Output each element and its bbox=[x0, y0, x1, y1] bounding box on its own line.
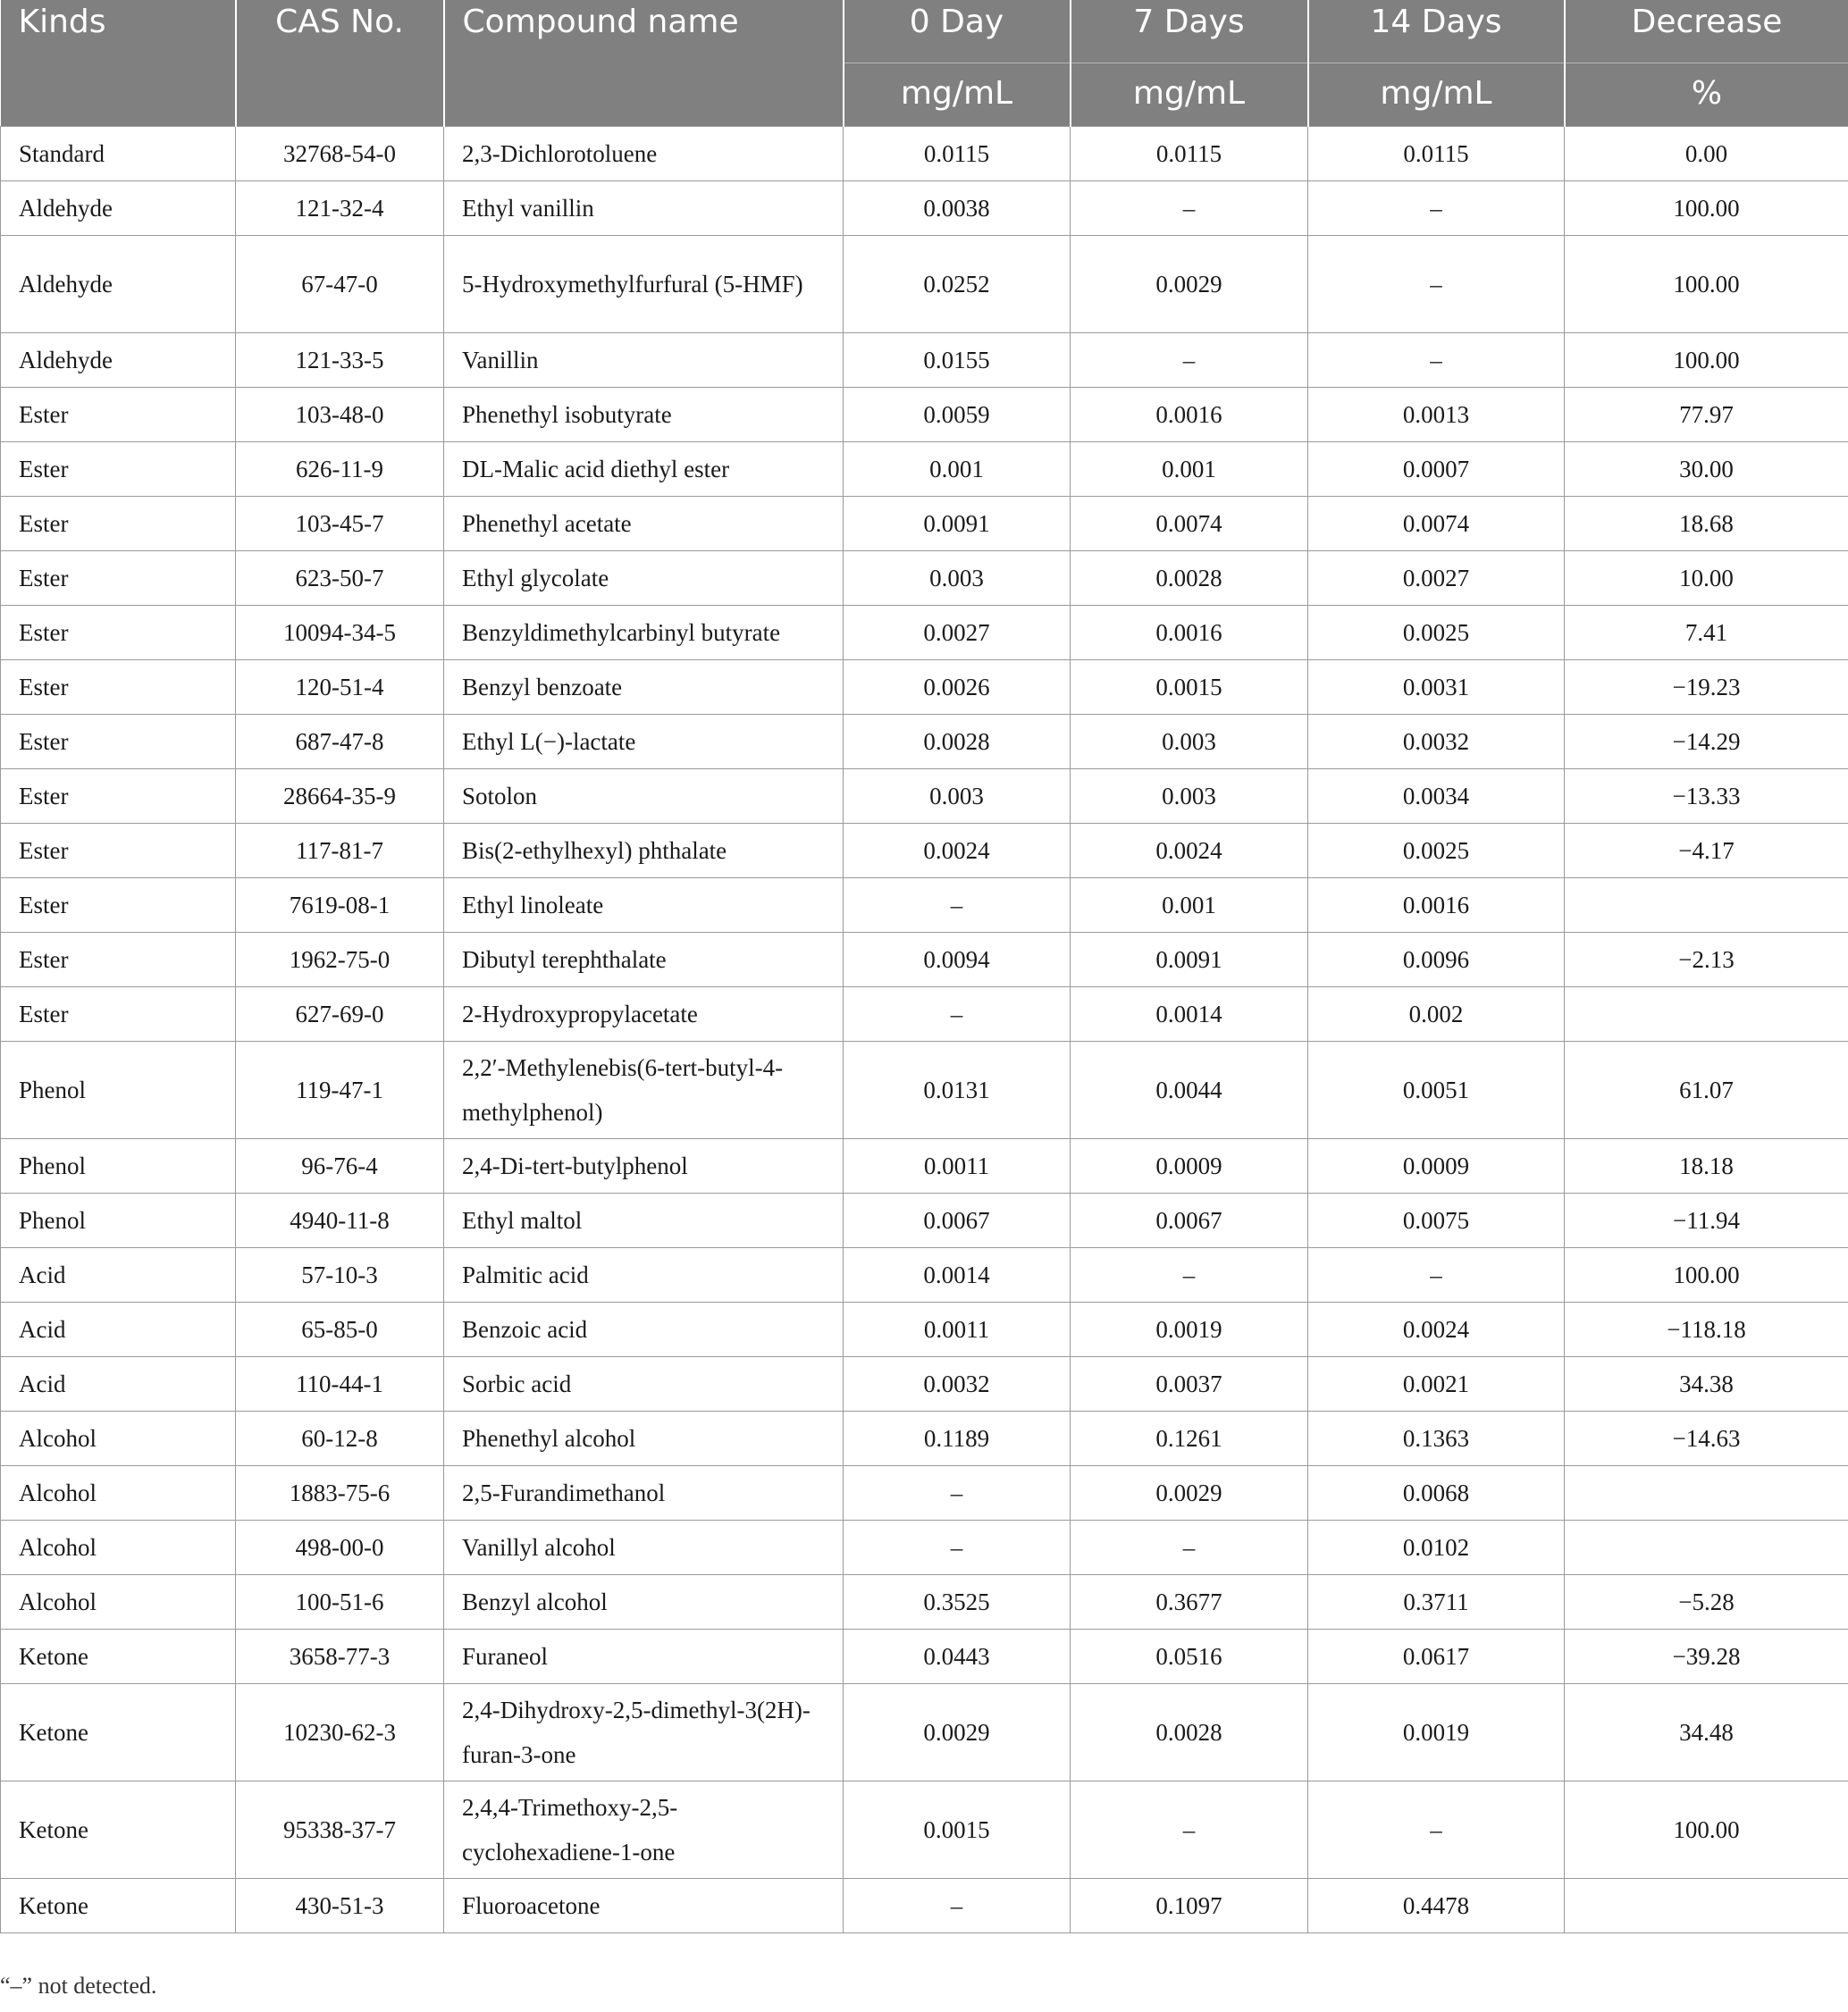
header-compound: Compound name bbox=[444, 0, 844, 127]
cell-cas: 10094-34-5 bbox=[236, 606, 444, 660]
cell-day14: 0.0075 bbox=[1308, 1194, 1565, 1248]
table-row bbox=[1, 769, 1848, 824]
cell-day14: 0.4478 bbox=[1308, 1879, 1565, 1933]
cell-cas: 119-47-1 bbox=[236, 1042, 444, 1139]
cell-day0: 0.0011 bbox=[844, 1303, 1071, 1357]
cell-kind: Aldehyde bbox=[1, 236, 236, 333]
cell-kind: Ester bbox=[1, 660, 236, 715]
cell-day0: – bbox=[844, 1521, 1071, 1575]
table-row bbox=[1, 987, 1848, 1042]
cell-day0: 0.0014 bbox=[844, 1248, 1071, 1303]
cell-day14: 0.0025 bbox=[1308, 606, 1565, 660]
cell-day0: 0.0026 bbox=[844, 660, 1071, 715]
table-row bbox=[1, 1684, 1848, 1781]
cell-decrease: 100.00 bbox=[1565, 236, 1848, 333]
header-day14: 14 Days bbox=[1308, 0, 1565, 63]
cell-day14: 0.0096 bbox=[1308, 933, 1565, 987]
cell-kind: Phenol bbox=[1, 1139, 236, 1194]
cell-day0: 0.0028 bbox=[844, 715, 1071, 769]
cell-cas: 623-50-7 bbox=[236, 551, 444, 606]
cell-kind: Phenol bbox=[1, 1042, 236, 1139]
cell-day7: 0.0009 bbox=[1071, 1139, 1308, 1194]
header-cas: CAS No. bbox=[236, 0, 444, 127]
table-row bbox=[1, 333, 1848, 388]
cell-cas: 60-12-8 bbox=[236, 1412, 444, 1466]
table-row bbox=[1, 1781, 1848, 1879]
cell-compound: Dibutyl terephthalate bbox=[444, 933, 844, 987]
cell-day14: 0.3711 bbox=[1308, 1575, 1565, 1630]
cell-kind: Alcohol bbox=[1, 1412, 236, 1466]
table-row bbox=[1, 1630, 1848, 1684]
cell-day14: – bbox=[1308, 236, 1565, 333]
cell-day14: 0.0068 bbox=[1308, 1466, 1565, 1521]
cell-kind: Ester bbox=[1, 551, 236, 606]
cell-day14: 0.0027 bbox=[1308, 551, 1565, 606]
cell-day7: 0.0028 bbox=[1071, 1684, 1308, 1781]
cell-cas: 65-85-0 bbox=[236, 1303, 444, 1357]
cell-compound: Fluoroacetone bbox=[444, 1879, 844, 1933]
cell-cas: 103-48-0 bbox=[236, 388, 444, 442]
cell-compound: Ethyl vanillin bbox=[444, 181, 844, 236]
cell-decrease: −19.23 bbox=[1565, 660, 1848, 715]
cell-day14: 0.0115 bbox=[1308, 127, 1565, 181]
cell-compound: 2,2′-Methylenebis(6-tert-butyl-4-methylphenol) bbox=[444, 1042, 844, 1139]
cell-cas: 57-10-3 bbox=[236, 1248, 444, 1303]
cell-cas: 32768-54-0 bbox=[236, 127, 444, 181]
cell-day0: 0.003 bbox=[844, 769, 1071, 824]
cell-cas: 1962-75-0 bbox=[236, 933, 444, 987]
cell-day14: 0.0013 bbox=[1308, 388, 1565, 442]
cell-cas: 121-32-4 bbox=[236, 181, 444, 236]
cell-compound: 2,4,4-Trimethoxy-2,5-cyclohexadiene-1-one bbox=[444, 1781, 844, 1879]
table-row bbox=[1, 1194, 1848, 1248]
table-row bbox=[1, 1879, 1848, 1933]
cell-compound: Ethyl glycolate bbox=[444, 551, 844, 606]
cell-decrease: 100.00 bbox=[1565, 1248, 1848, 1303]
cell-decrease: 0.00 bbox=[1565, 127, 1848, 181]
cell-day0: – bbox=[844, 1466, 1071, 1521]
cell-decrease: −2.13 bbox=[1565, 933, 1848, 987]
header-day0-unit: mg/mL bbox=[844, 63, 1071, 127]
table-row bbox=[1, 1466, 1848, 1521]
table-row bbox=[1, 181, 1848, 236]
cell-kind: Acid bbox=[1, 1248, 236, 1303]
cell-kind: Ester bbox=[1, 878, 236, 933]
cell-day7: 0.0091 bbox=[1071, 933, 1308, 987]
cell-decrease: 34.38 bbox=[1565, 1357, 1848, 1412]
cell-day14: – bbox=[1308, 181, 1565, 236]
cell-day7: 0.0074 bbox=[1071, 497, 1308, 551]
cell-cas: 627-69-0 bbox=[236, 987, 444, 1042]
cell-kind: Aldehyde bbox=[1, 333, 236, 388]
footnote: “–” not detected. bbox=[0, 1973, 157, 1999]
header-decrease: Decrease bbox=[1565, 0, 1848, 63]
table-row bbox=[1, 1575, 1848, 1630]
cell-decrease bbox=[1565, 1466, 1848, 1521]
table-row bbox=[1, 497, 1848, 551]
cell-cas: 100-51-6 bbox=[236, 1575, 444, 1630]
header-day0: 0 Day bbox=[844, 0, 1071, 63]
table-row bbox=[1, 715, 1848, 769]
cell-decrease: 18.18 bbox=[1565, 1139, 1848, 1194]
cell-compound: Phenethyl alcohol bbox=[444, 1412, 844, 1466]
cell-day14: 0.0031 bbox=[1308, 660, 1565, 715]
cell-kind: Ketone bbox=[1, 1630, 236, 1684]
cell-kind: Ester bbox=[1, 497, 236, 551]
cell-day7: – bbox=[1071, 181, 1308, 236]
header-kinds: Kinds bbox=[1, 0, 236, 127]
cell-compound: Phenethyl isobutyrate bbox=[444, 388, 844, 442]
cell-day7: 0.1097 bbox=[1071, 1879, 1308, 1933]
table-row bbox=[1, 236, 1848, 333]
cell-day7: 0.001 bbox=[1071, 442, 1308, 497]
cell-day7: 0.003 bbox=[1071, 715, 1308, 769]
table-row bbox=[1, 660, 1848, 715]
table-row bbox=[1, 388, 1848, 442]
cell-day14: 0.002 bbox=[1308, 987, 1565, 1042]
cell-day7: – bbox=[1071, 1248, 1308, 1303]
cell-day0: 0.001 bbox=[844, 442, 1071, 497]
cell-decrease: 61.07 bbox=[1565, 1042, 1848, 1139]
cell-kind: Ester bbox=[1, 824, 236, 878]
cell-day14: – bbox=[1308, 333, 1565, 388]
cell-day14: 0.0016 bbox=[1308, 878, 1565, 933]
cell-day7: – bbox=[1071, 333, 1308, 388]
cell-day14: 0.1363 bbox=[1308, 1412, 1565, 1466]
cell-day0: 0.003 bbox=[844, 551, 1071, 606]
cell-kind: Ketone bbox=[1, 1781, 236, 1879]
table-row bbox=[1, 127, 1848, 181]
cell-cas: 1883-75-6 bbox=[236, 1466, 444, 1521]
table-row bbox=[1, 933, 1848, 987]
header-day7-unit: mg/mL bbox=[1071, 63, 1308, 127]
cell-compound: Benzyl benzoate bbox=[444, 660, 844, 715]
cell-compound: Furaneol bbox=[444, 1630, 844, 1684]
cell-kind: Aldehyde bbox=[1, 181, 236, 236]
cell-cas: 3658-77-3 bbox=[236, 1630, 444, 1684]
header-day7: 7 Days bbox=[1071, 0, 1308, 63]
cell-cas: 67-47-0 bbox=[236, 236, 444, 333]
cell-decrease: 7.41 bbox=[1565, 606, 1848, 660]
cell-day7: 0.0029 bbox=[1071, 1466, 1308, 1521]
cell-day7: 0.1261 bbox=[1071, 1412, 1308, 1466]
cell-day0: 0.0011 bbox=[844, 1139, 1071, 1194]
cell-kind: Acid bbox=[1, 1303, 236, 1357]
cell-day0: 0.0131 bbox=[844, 1042, 1071, 1139]
cell-day7: 0.0024 bbox=[1071, 824, 1308, 878]
header-decrease-unit: % bbox=[1565, 63, 1848, 127]
cell-day0: – bbox=[844, 1879, 1071, 1933]
cell-day0: 0.0443 bbox=[844, 1630, 1071, 1684]
cell-kind: Ketone bbox=[1, 1879, 236, 1933]
cell-day7: 0.0037 bbox=[1071, 1357, 1308, 1412]
cell-day7: 0.0014 bbox=[1071, 987, 1308, 1042]
table-row bbox=[1, 1412, 1848, 1466]
cell-decrease: 10.00 bbox=[1565, 551, 1848, 606]
cell-decrease: −39.28 bbox=[1565, 1630, 1848, 1684]
cell-day0: 0.0091 bbox=[844, 497, 1071, 551]
cell-cas: 121-33-5 bbox=[236, 333, 444, 388]
table-row bbox=[1, 1357, 1848, 1412]
cell-kind: Ester bbox=[1, 933, 236, 987]
cell-decrease: −11.94 bbox=[1565, 1194, 1848, 1248]
cell-kind: Acid bbox=[1, 1357, 236, 1412]
table-row bbox=[1, 1139, 1848, 1194]
cell-compound: Ethyl L(−)-lactate bbox=[444, 715, 844, 769]
cell-cas: 120-51-4 bbox=[236, 660, 444, 715]
cell-day14: 0.0617 bbox=[1308, 1630, 1565, 1684]
cell-decrease: −13.33 bbox=[1565, 769, 1848, 824]
cell-kind: Alcohol bbox=[1, 1575, 236, 1630]
cell-day0: 0.0067 bbox=[844, 1194, 1071, 1248]
cell-decrease: 100.00 bbox=[1565, 333, 1848, 388]
cell-day14: 0.0009 bbox=[1308, 1139, 1565, 1194]
table-row bbox=[1, 1521, 1848, 1575]
cell-cas: 103-45-7 bbox=[236, 497, 444, 551]
cell-cas: 10230-62-3 bbox=[236, 1684, 444, 1781]
cell-day0: 0.0094 bbox=[844, 933, 1071, 987]
cell-cas: 430-51-3 bbox=[236, 1879, 444, 1933]
cell-day0: 0.0029 bbox=[844, 1684, 1071, 1781]
cell-cas: 117-81-7 bbox=[236, 824, 444, 878]
cell-compound: Phenethyl acetate bbox=[444, 497, 844, 551]
cell-day7: 0.003 bbox=[1071, 769, 1308, 824]
cell-day0: 0.0032 bbox=[844, 1357, 1071, 1412]
cell-kind: Ester bbox=[1, 769, 236, 824]
cell-compound: 5-Hydroxymethylfurfural (5-HMF) bbox=[444, 236, 844, 333]
cell-day0: 0.0059 bbox=[844, 388, 1071, 442]
cell-decrease bbox=[1565, 1521, 1848, 1575]
cell-day7: 0.0028 bbox=[1071, 551, 1308, 606]
cell-compound: Benzyl alcohol bbox=[444, 1575, 844, 1630]
cell-day14: 0.0032 bbox=[1308, 715, 1565, 769]
cell-decrease: 100.00 bbox=[1565, 181, 1848, 236]
cell-cas: 626-11-9 bbox=[236, 442, 444, 497]
cell-day7: 0.0029 bbox=[1071, 236, 1308, 333]
cell-cas: 7619-08-1 bbox=[236, 878, 444, 933]
cell-day7: 0.0019 bbox=[1071, 1303, 1308, 1357]
cell-compound: 2,5-Furandimethanol bbox=[444, 1466, 844, 1521]
cell-day7: – bbox=[1071, 1521, 1308, 1575]
cell-day7: 0.3677 bbox=[1071, 1575, 1308, 1630]
cell-day7: 0.0015 bbox=[1071, 660, 1308, 715]
cell-day7: 0.0044 bbox=[1071, 1042, 1308, 1139]
cell-day7: 0.0016 bbox=[1071, 606, 1308, 660]
cell-decrease bbox=[1565, 878, 1848, 933]
table-row bbox=[1, 878, 1848, 933]
cell-day7: 0.0016 bbox=[1071, 388, 1308, 442]
cell-kind: Alcohol bbox=[1, 1521, 236, 1575]
cell-day0: – bbox=[844, 878, 1071, 933]
cell-compound: Ethyl linoleate bbox=[444, 878, 844, 933]
cell-day14: 0.0007 bbox=[1308, 442, 1565, 497]
table-row bbox=[1, 606, 1848, 660]
cell-decrease: −14.29 bbox=[1565, 715, 1848, 769]
cell-day14: 0.0074 bbox=[1308, 497, 1565, 551]
cell-compound: Ethyl maltol bbox=[444, 1194, 844, 1248]
cell-decrease bbox=[1565, 1879, 1848, 1933]
cell-kind: Alcohol bbox=[1, 1466, 236, 1521]
cell-decrease: 30.00 bbox=[1565, 442, 1848, 497]
cell-cas: 95338-37-7 bbox=[236, 1781, 444, 1879]
cell-cas: 96-76-4 bbox=[236, 1139, 444, 1194]
cell-compound: Vanillin bbox=[444, 333, 844, 388]
cell-day14: – bbox=[1308, 1781, 1565, 1879]
cell-kind: Ester bbox=[1, 442, 236, 497]
table-row bbox=[1, 551, 1848, 606]
cell-day0: 0.0155 bbox=[844, 333, 1071, 388]
cell-compound: Benzoic acid bbox=[444, 1303, 844, 1357]
cell-day7: 0.0067 bbox=[1071, 1194, 1308, 1248]
cell-kind: Ester bbox=[1, 388, 236, 442]
cell-day0: 0.0115 bbox=[844, 127, 1071, 181]
cell-compound: 2,4-Di-tert-butylphenol bbox=[444, 1139, 844, 1194]
table-row bbox=[1, 824, 1848, 878]
cell-day14: 0.0021 bbox=[1308, 1357, 1565, 1412]
cell-cas: 687-47-8 bbox=[236, 715, 444, 769]
cell-compound: 2,3-Dichlorotoluene bbox=[444, 127, 844, 181]
cell-day14: 0.0051 bbox=[1308, 1042, 1565, 1139]
cell-day0: 0.0038 bbox=[844, 181, 1071, 236]
cell-decrease: −14.63 bbox=[1565, 1412, 1848, 1466]
cell-decrease: −4.17 bbox=[1565, 824, 1848, 878]
cell-decrease: −5.28 bbox=[1565, 1575, 1848, 1630]
cell-day7: 0.0115 bbox=[1071, 127, 1308, 181]
cell-day0: 0.0027 bbox=[844, 606, 1071, 660]
cell-day0: 0.3525 bbox=[844, 1575, 1071, 1630]
cell-cas: 28664-35-9 bbox=[236, 769, 444, 824]
table-row bbox=[1, 1303, 1848, 1357]
cell-kind: Phenol bbox=[1, 1194, 236, 1248]
cell-cas: 4940-11-8 bbox=[236, 1194, 444, 1248]
cell-compound: Sotolon bbox=[444, 769, 844, 824]
cell-day0: 0.0015 bbox=[844, 1781, 1071, 1879]
cell-compound: Vanillyl alcohol bbox=[444, 1521, 844, 1575]
cell-compound: Benzyldimethylcarbinyl butyrate bbox=[444, 606, 844, 660]
cell-decrease: 77.97 bbox=[1565, 388, 1848, 442]
cell-decrease: 34.48 bbox=[1565, 1684, 1848, 1781]
cell-day14: 0.0034 bbox=[1308, 769, 1565, 824]
cell-day0: 0.0024 bbox=[844, 824, 1071, 878]
table-row bbox=[1, 1248, 1848, 1303]
cell-cas: 110-44-1 bbox=[236, 1357, 444, 1412]
cell-kind: Ester bbox=[1, 606, 236, 660]
table-row bbox=[1, 1042, 1848, 1139]
cell-day14: 0.0024 bbox=[1308, 1303, 1565, 1357]
cell-decrease: −118.18 bbox=[1565, 1303, 1848, 1357]
cell-compound: Palmitic acid bbox=[444, 1248, 844, 1303]
cell-kind: Ketone bbox=[1, 1684, 236, 1781]
cell-cas: 498-00-0 bbox=[236, 1521, 444, 1575]
cell-compound: Bis(2-ethylhexyl) phthalate bbox=[444, 824, 844, 878]
cell-compound: Sorbic acid bbox=[444, 1357, 844, 1412]
cell-kind: Ester bbox=[1, 987, 236, 1042]
cell-kind: Ester bbox=[1, 715, 236, 769]
header-day14-unit: mg/mL bbox=[1308, 63, 1565, 127]
cell-day7: 0.0516 bbox=[1071, 1630, 1308, 1684]
cell-day14: 0.0019 bbox=[1308, 1684, 1565, 1781]
cell-day14: 0.0025 bbox=[1308, 824, 1565, 878]
cell-day0: – bbox=[844, 987, 1071, 1042]
cell-decrease: 18.68 bbox=[1565, 497, 1848, 551]
cell-day14: – bbox=[1308, 1248, 1565, 1303]
cell-compound: 2,4-Dihydroxy-2,5-dimethyl-3(2H)-furan-3-one bbox=[444, 1684, 844, 1781]
cell-day7: – bbox=[1071, 1781, 1308, 1879]
cell-day0: 0.0252 bbox=[844, 236, 1071, 333]
cell-day14: 0.0102 bbox=[1308, 1521, 1565, 1575]
cell-day0: 0.1189 bbox=[844, 1412, 1071, 1466]
table-row bbox=[1, 442, 1848, 497]
table-header bbox=[1, 0, 1848, 127]
table-body bbox=[1, 127, 1848, 1933]
cell-decrease bbox=[1565, 987, 1848, 1042]
cell-decrease: 100.00 bbox=[1565, 1781, 1848, 1879]
cell-compound: DL-Malic acid diethyl ester bbox=[444, 442, 844, 497]
cell-kind: Standard bbox=[1, 127, 236, 181]
cell-compound: 2-Hydroxypropylacetate bbox=[444, 987, 844, 1042]
cell-day7: 0.001 bbox=[1071, 878, 1308, 933]
